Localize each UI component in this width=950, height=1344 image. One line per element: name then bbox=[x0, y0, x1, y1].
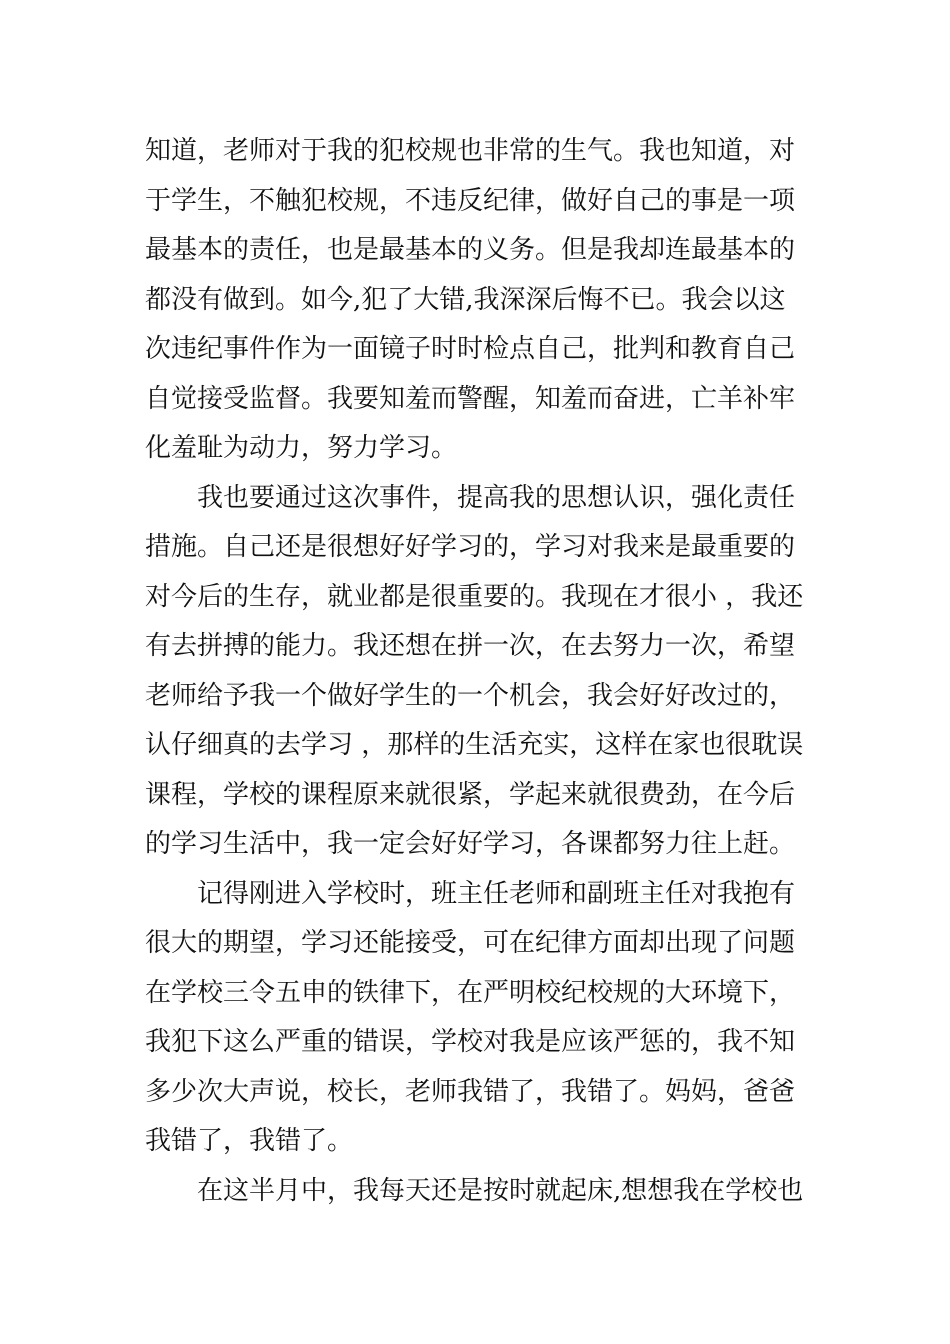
text-line: 自觉接受监督。我要知羞而警醒，知羞而奋进，亡羊补牢 bbox=[145, 383, 796, 414]
text-line: 多少次大声说，校长，老师我错了，我错了。妈妈，爸爸 bbox=[145, 1076, 796, 1107]
text-line: 老师给予我一个做好学生的一个机会，我会好好改过的， bbox=[145, 680, 796, 711]
document-body bbox=[145, 127, 815, 1216]
paragraph-start-line: 在这半月中，我每天还是按时就起床,想想我在学校也 bbox=[197, 1175, 804, 1206]
text-line: 最基本的责任，也是最基本的义务。但是我却连最基本的 bbox=[145, 235, 796, 265]
text-line: 很大的期望，学习还能接受，可在纪律方面却出现了问题 bbox=[145, 928, 796, 958]
paragraph-start-line: 记得刚进入学校时，班主任老师和副班主任对我抱有 bbox=[197, 878, 796, 909]
text-line: 化羞耻为动力，努力学习。 bbox=[145, 433, 458, 463]
text-line: 认仔细真的去学习 ，那样的生活充实，这样在家也很耽误 bbox=[145, 730, 804, 760]
paragraph-start-line: 我也要通过这次事件，提高我的思想认识，强化责任 bbox=[197, 482, 796, 513]
text-line: 措施。自己还是很想好好学习的，学习对我来是最重要的 bbox=[145, 532, 796, 562]
text-line: 有去拼搏的能力。我还想在拼一次，在去努力一次，希望 bbox=[145, 631, 796, 661]
text-line: 对今后的生存，就业都是很重要的。我现在才很小 ，我还 bbox=[145, 581, 804, 612]
text-line: 次违纪事件作为一面镜子时时检点自己，批判和教育自己 bbox=[145, 334, 796, 364]
text-line: 于学生，不触犯校规，不违反纪律，做好自己的事是一项 bbox=[145, 185, 796, 216]
text-line: 都没有做到。如今,犯了大错,我深深后悔不已。我会以这 bbox=[145, 284, 786, 315]
text-line: 知道，老师对于我的犯校规也非常的生气。我也知道，对 bbox=[145, 136, 796, 166]
text-line: 在学校三令五申的铁律下，在严明校纪校规的大环境下， bbox=[145, 977, 796, 1008]
text-line: 我错了，我错了。 bbox=[145, 1126, 354, 1156]
text-line: 课程，学校的课程原来就很紧，学起来就很费劲，在今后 bbox=[145, 779, 796, 810]
text-line: 我犯下这么严重的错误，学校对我是应该严惩的，我不知 bbox=[145, 1027, 796, 1057]
text-line: 的学习生活中，我一定会好好学习，各课都努力往上赶。 bbox=[145, 829, 796, 859]
